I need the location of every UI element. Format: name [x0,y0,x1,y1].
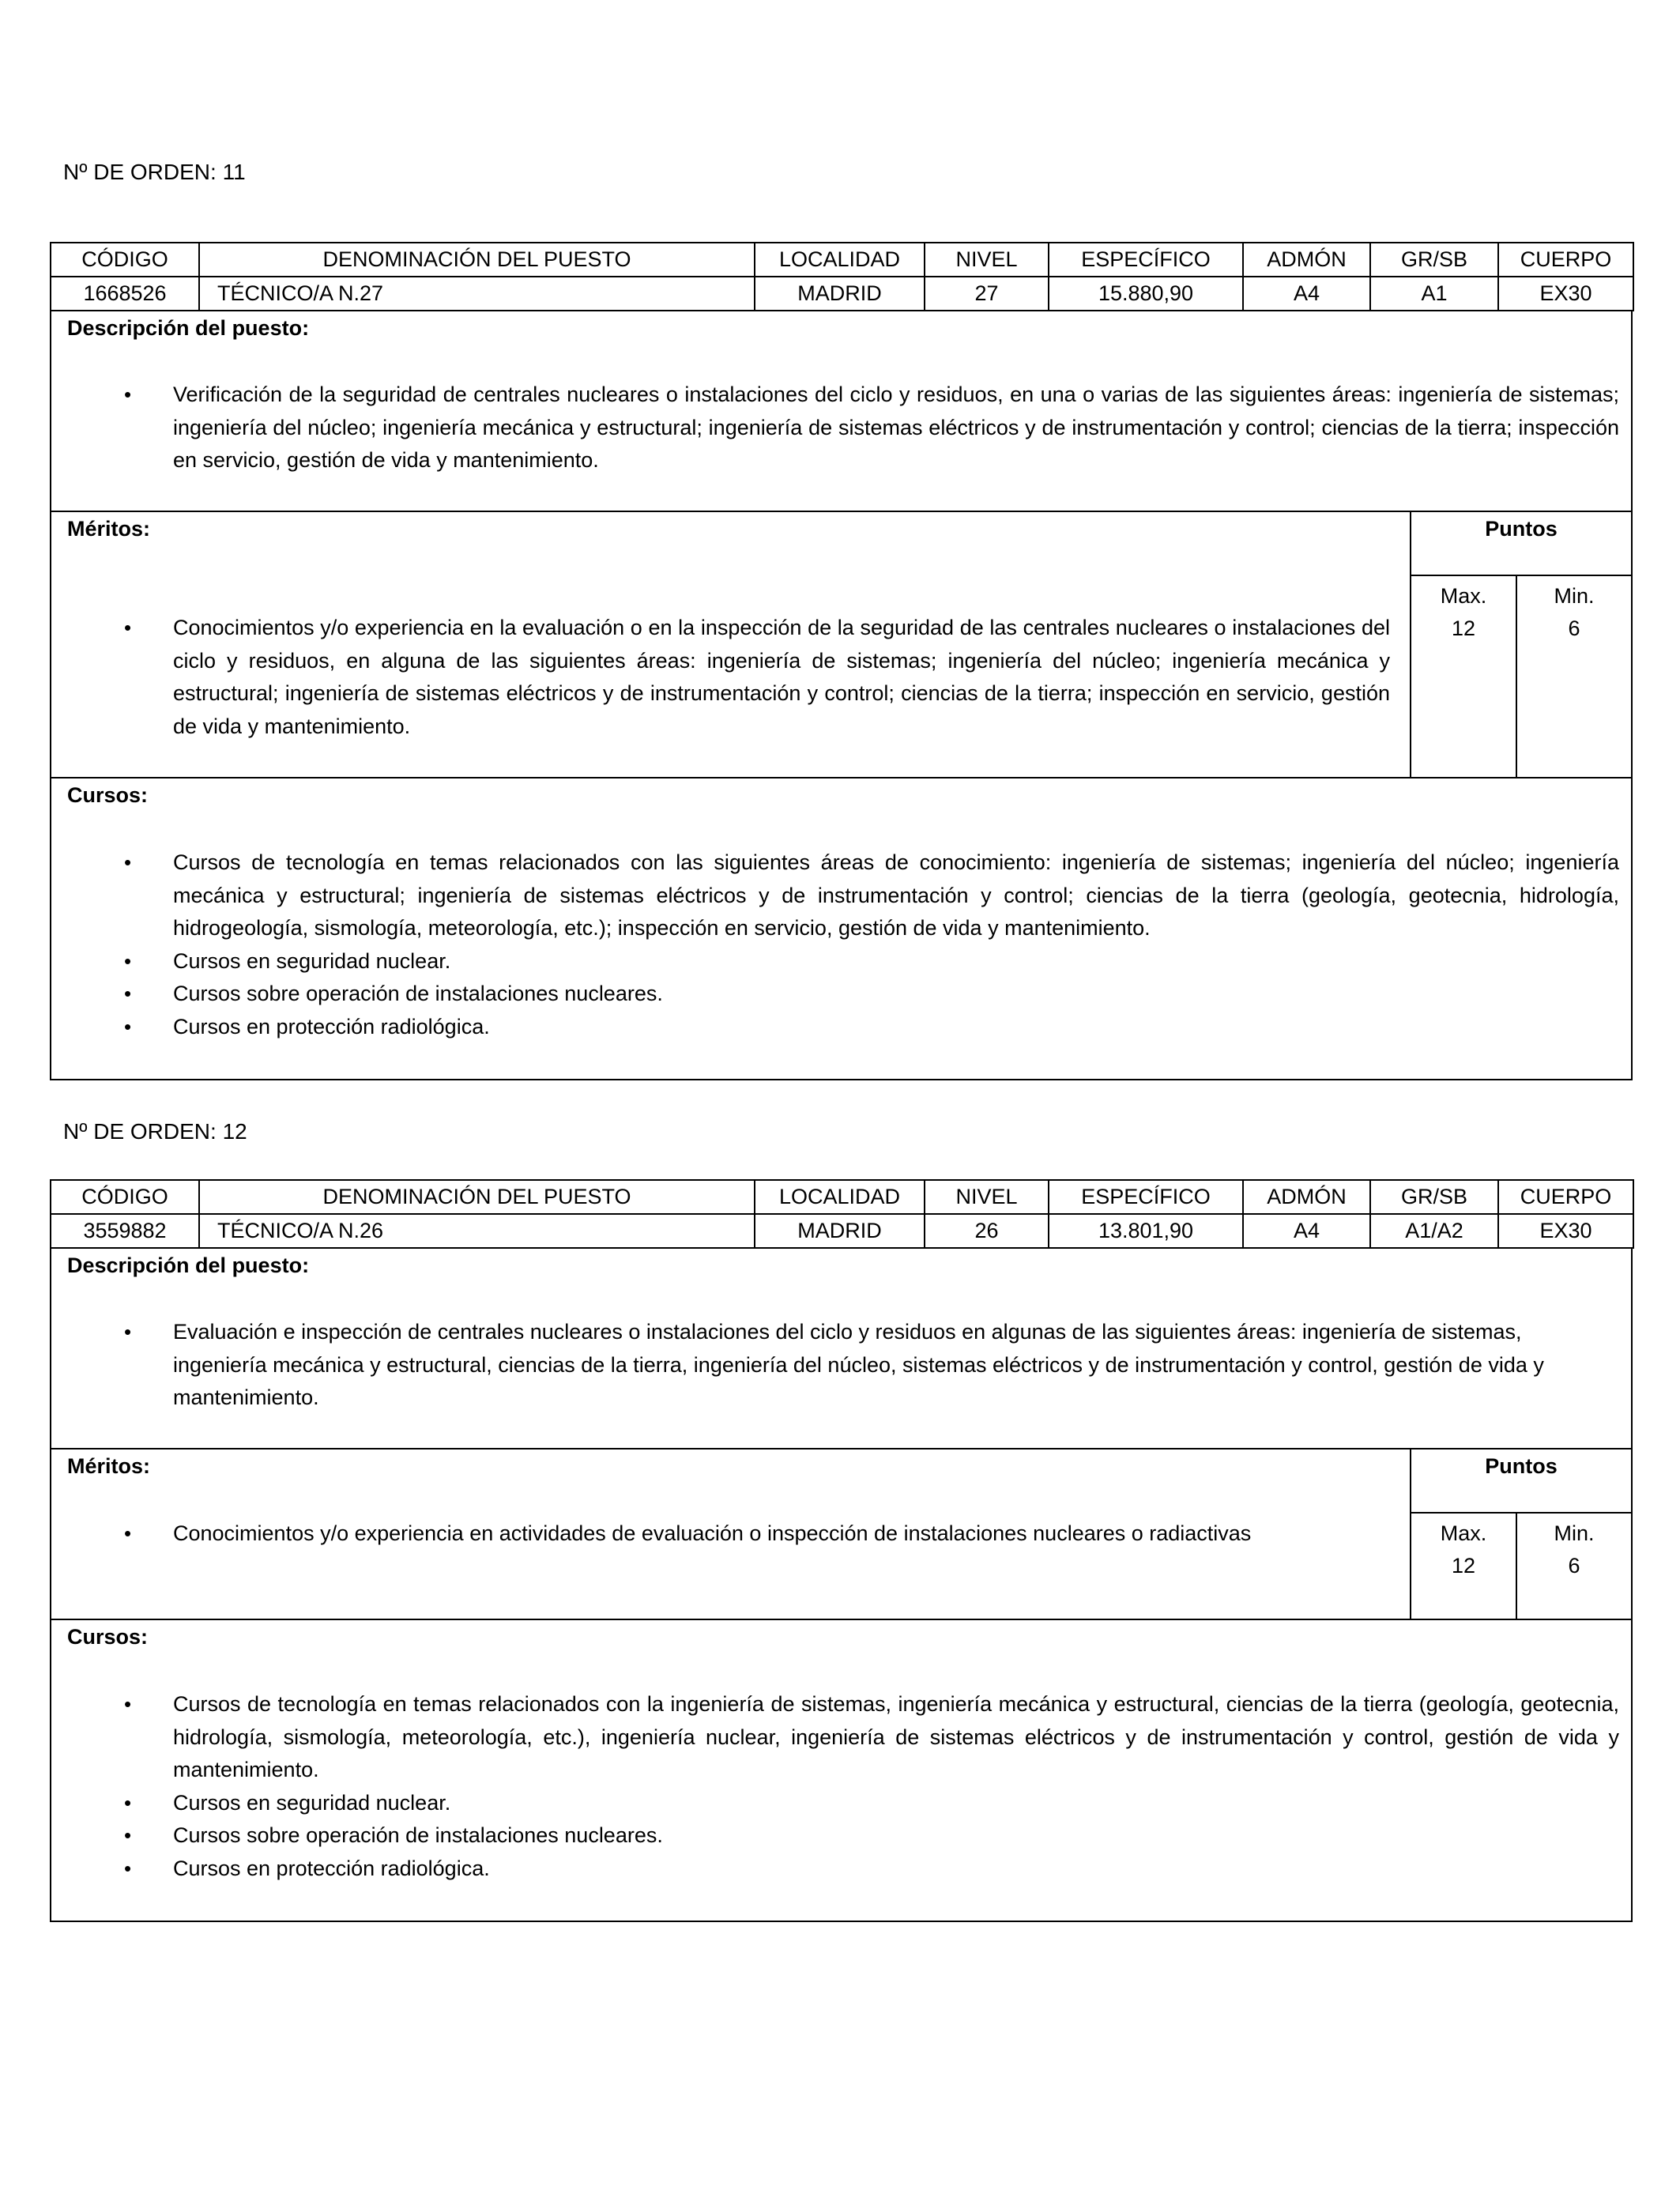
header-localidad: LOCALIDAD [755,243,925,277]
cell-nivel: 26 [925,1214,1049,1248]
cursos-title: Cursos: [67,783,149,807]
cell-codigo: 1668526 [51,277,199,311]
list-item: • Cursos en protección radiológica. [173,1011,1619,1044]
header-admon: ADMÓN [1243,243,1370,277]
header-admon: ADMÓN [1243,1180,1370,1214]
cell-cuerpo: EX30 [1498,1214,1633,1248]
cell-denominacion: TÉCNICO/A N.26 [199,1214,755,1248]
data-row [51,1214,1633,1248]
bullet-icon: • [124,1856,132,1880]
header-grsb: GR/SB [1370,243,1498,277]
list-item: • Evaluación e inspección de centrales nucleares o instalaciones del ciclo y residuos en algunas de las siguientes áreas: ingeniería de sistemas, ingeniería mecánica y estructural, ciencias de la tierra, ingeniería del núcleo, sistemas eléctricos y de instrumentación y control, gestión de vida y mantenimiento. [173,1316,1619,1415]
cell-admon: A4 [1243,277,1370,311]
cell-especifico: 15.880,90 [1049,277,1243,311]
puntos-label: Puntos [1485,517,1558,541]
header-row [51,243,1633,277]
header-codigo: CÓDIGO [51,243,199,277]
bullet-icon: • [124,383,132,406]
list-item: • Verificación de la seguridad de centrales nucleares o instalaciones del ciclo y residuos, en una o varias de las siguientes áreas: ingeniería de sistemas; ingeniería del núcleo; ingeniería mecánica y estructural; ingeniería de sistemas eléctricos y de instrumentación y control; ciencias de la tierra; inspección en servicio, gestión de vida y mantenimiento. [173,379,1619,477]
cell-localidad: MADRID [755,1214,925,1248]
meritos-section [50,1448,1633,1620]
header-especifico: ESPECÍFICO [1049,243,1243,277]
header-localidad: LOCALIDAD [755,1180,925,1214]
list-item: • Cursos de tecnología en temas relacionados con las siguientes áreas de conocimiento: ingeniería de sistemas; ingeniería del núcleo; ingeniería mecánica y estructural; ingeniería de sistemas eléctricos y de instrumentación y control; ciencias de la tierra (geología, geotecnia, hidrología, hidrogeología, sismología, meteorología, etc.); inspección en servicio, gestión de vida y mantenimiento. [173,846,1619,945]
min-score: Min. 6 [1554,1521,1595,1578]
meritos-title: Méritos: [67,1454,151,1478]
cursos-title: Cursos: [67,1625,149,1649]
cell-nivel: 27 [925,277,1049,311]
cell-denominacion: TÉCNICO/A N.27 [199,277,755,311]
cell-grsb: A1/A2 [1370,1214,1498,1248]
header-cuerpo: CUERPO [1498,243,1633,277]
bullet-icon: • [124,1320,132,1344]
list-item: • Cursos sobre operación de instalaciones nucleares. [173,978,1619,1011]
meritos-section [50,511,1633,778]
cursos-section [50,1619,1633,1922]
meritos-list [124,1517,1358,1551]
puntos-label: Puntos [1485,1454,1558,1478]
descripcion-list [124,1316,1619,1415]
bullet-icon: • [124,948,132,973]
bullet-icon: • [124,850,132,874]
header-cuerpo: CUERPO [1498,1180,1633,1214]
bullet-icon: • [124,1521,132,1545]
cursos-list [124,1688,1619,1885]
header-codigo: CÓDIGO [51,1180,199,1214]
bullet-icon: • [124,616,132,639]
descripcion-title: Descripción del puesto: [67,1253,310,1277]
descripcion-list [124,379,1619,477]
cell-admon: A4 [1243,1214,1370,1248]
header-grsb: GR/SB [1370,1180,1498,1214]
bullet-icon: • [124,1790,132,1815]
header-denominacion: DENOMINACIÓN DEL PUESTO [199,1180,755,1214]
data-row [51,277,1633,311]
list-item: • Conocimientos y/o experiencia en la evaluación o en la inspección de la seguridad de las centrales nucleares o instalaciones del ciclo y residuos, en alguna de las siguientes áreas: ingeniería de sistemas; ingeniería del núcleo; ingeniería mecánica y estructural; ingeniería de sistemas eléctricos y de instrumentación y control; ciencias de la tierra; inspección en servicio, gestión de vida y mantenimiento. [173,612,1390,743]
cell-codigo: 3559882 [51,1214,199,1248]
bullet-icon: • [124,1823,132,1847]
header-nivel: NIVEL [925,243,1049,277]
bullet-icon: • [124,1014,132,1039]
cell-cuerpo: EX30 [1498,277,1633,311]
header-denominacion: DENOMINACIÓN DEL PUESTO [199,243,755,277]
min-score: Min. 6 [1554,584,1595,640]
order-number-label: Nº DE ORDEN: 11 [63,160,246,184]
max-score: Max. 12 [1440,584,1487,640]
max-score: Max. 12 [1440,1521,1487,1578]
cursos-section [50,777,1633,1080]
cell-localidad: MADRID [755,277,925,311]
position-header-table [50,1179,1634,1249]
meritos-title: Méritos: [67,517,151,541]
descripcion-section [50,310,1633,512]
list-item: • Cursos sobre operación de instalaciones nucleares. [173,1819,1619,1853]
list-item: • Cursos de tecnología en temas relacionados con la ingeniería de sistemas, ingeniería mecánica y estructural, ciencias de la tierra (geología, geotecnia, hidrología, sismología, meteorología, etc.), ingeniería nuclear, ingeniería de sistemas eléctricos y de instrumentación y control, gestión de vida y mantenimiento. [173,1688,1619,1787]
position-header-table [50,242,1634,311]
list-item: • Cursos en seguridad nuclear. [173,945,1619,978]
list-item: • Conocimientos y/o experiencia en actividades de evaluación o inspección de instalaciones nucleares o radiactivas [173,1517,1358,1551]
cell-grsb: A1 [1370,277,1498,311]
cursos-list [124,846,1619,1043]
list-item: • Cursos en protección radiológica. [173,1853,1619,1886]
bullet-icon: • [124,982,132,1005]
descripcion-title: Descripción del puesto: [67,316,310,340]
header-row [51,1180,1633,1214]
bullet-icon: • [124,1692,132,1716]
list-item: • Cursos en seguridad nuclear. [173,1787,1619,1820]
descripcion-section [50,1247,1633,1449]
order-number-label: Nº DE ORDEN: 12 [63,1119,247,1144]
cell-especifico: 13.801,90 [1049,1214,1243,1248]
meritos-list [124,612,1390,743]
header-especifico: ESPECÍFICO [1049,1180,1243,1214]
header-nivel: NIVEL [925,1180,1049,1214]
